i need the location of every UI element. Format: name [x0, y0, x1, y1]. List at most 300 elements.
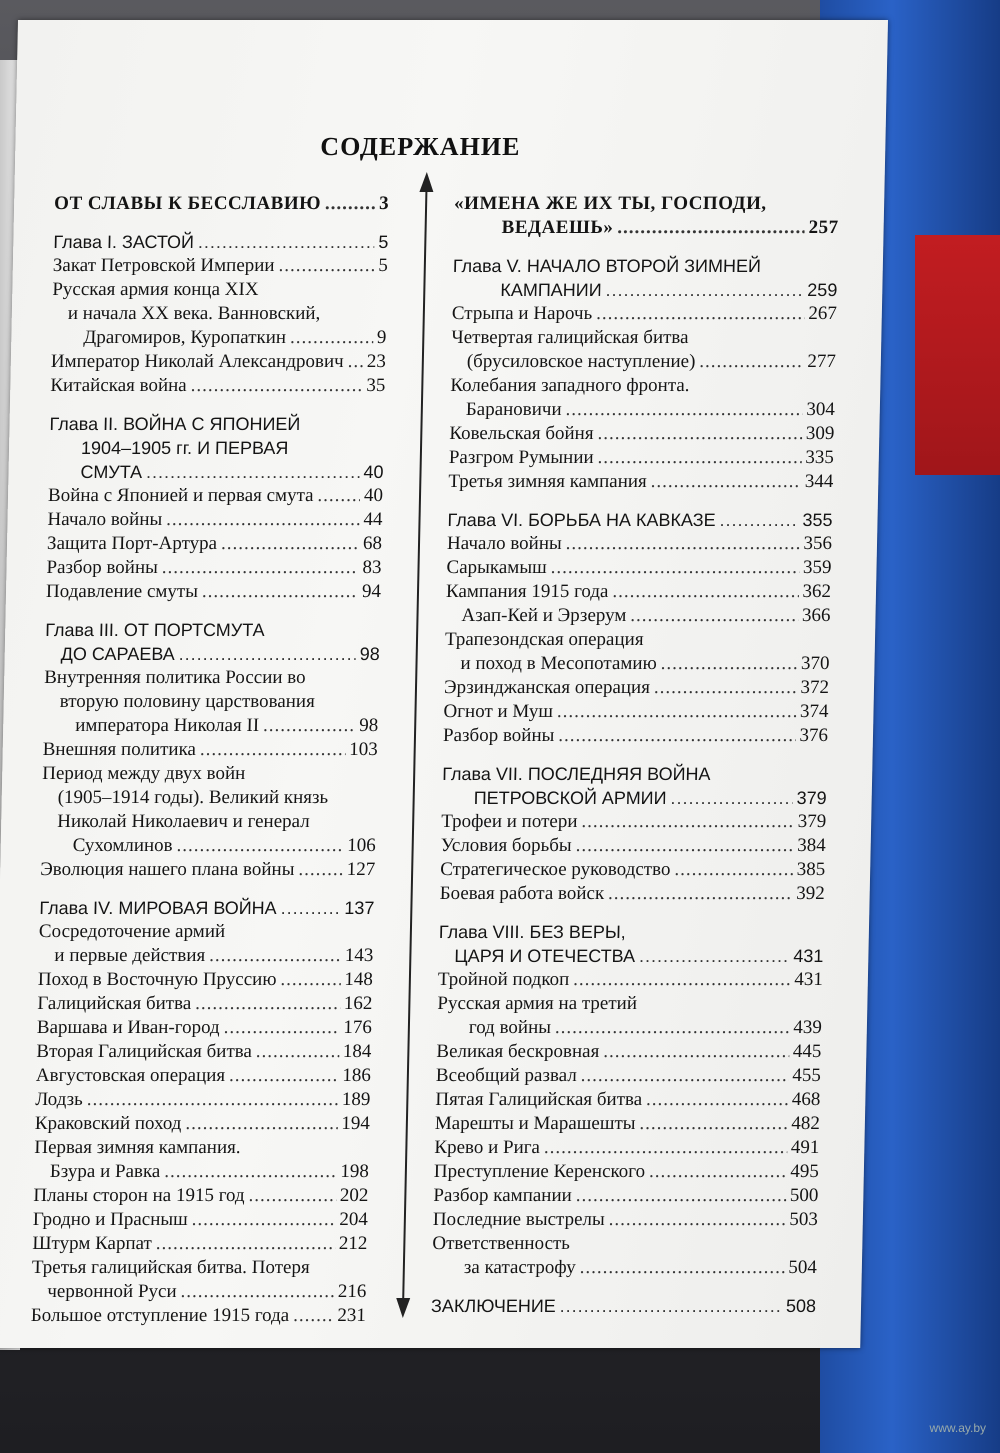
toc-page-number: 40	[363, 462, 384, 482]
toc-leader-dots	[256, 1040, 339, 1064]
toc-entry-title: Боевая работа войск	[439, 883, 605, 904]
toc-entry-title: Штурм Карпат	[32, 1233, 153, 1254]
toc-entry	[439, 882, 825, 906]
toc-entry-title: Император Николай Александрович	[50, 351, 344, 372]
toc-page-number: 309	[805, 423, 835, 444]
toc-leader-dots	[550, 556, 799, 580]
toc-section	[439, 762, 827, 906]
toc-entry-title: Разбор войны	[442, 725, 555, 746]
toc-leader-dots	[608, 882, 793, 906]
toc-leader-dots	[221, 532, 359, 556]
watermark: www.ay.by	[929, 1421, 986, 1435]
toc-section	[443, 508, 833, 748]
toc-entry-title: Третья галицийская битва. Потеря	[31, 1257, 310, 1278]
toc-leader-dots	[278, 254, 374, 278]
toc-section	[50, 230, 389, 398]
toc-entry	[31, 1304, 367, 1328]
toc-entry	[446, 580, 832, 604]
toc-entry-title: (брусиловское наступление)	[466, 351, 696, 372]
toc-leader-dots	[146, 460, 360, 484]
toc-entry	[34, 1136, 370, 1160]
toc-entry-title: Бзура и Равка	[49, 1161, 161, 1182]
toc-page-number: 431	[793, 946, 824, 966]
toc-page-number: 356	[803, 533, 833, 554]
toc-entry	[433, 1184, 819, 1208]
toc-entry-title: Николай Николаевич и генерал	[56, 811, 310, 832]
toc-leader-dots	[202, 580, 359, 604]
toc-leader-dots	[573, 968, 791, 992]
toc-entry	[443, 700, 829, 724]
toc-entry-title: ВЕДАЕШЬ»	[501, 217, 614, 238]
toc-entry-title: Глава II. ВОЙНА С ЯПОНИЕЙ	[49, 414, 301, 434]
divider-top-ornament	[419, 172, 433, 192]
toc-entry-title: Крево и Рига	[434, 1137, 541, 1158]
toc-entry	[38, 944, 374, 968]
toc-leader-dots	[280, 896, 340, 920]
toc-leader-dots	[229, 1064, 339, 1088]
toc-entry-title: за катастрофу	[463, 1257, 576, 1278]
toc-entry	[454, 192, 840, 216]
toc-entry	[437, 992, 823, 1016]
toc-page-number: 504	[788, 1257, 818, 1278]
toc-page-number: 376	[799, 725, 829, 746]
toc-entry-title: и первые действия	[54, 945, 206, 966]
toc-page-number: 259	[807, 280, 838, 300]
toc-page-number: 186	[342, 1065, 372, 1086]
toc-entry-title: Драгомиров, Куропаткин	[83, 327, 287, 348]
toc-page-number: 385	[796, 859, 826, 880]
toc-leader-dots	[557, 700, 797, 724]
toc-leader-dots	[719, 508, 798, 532]
toc-entry-title: Преступление Керенского	[433, 1161, 646, 1182]
toc-leader-dots	[579, 1256, 784, 1280]
toc-page-number: 370	[800, 653, 830, 674]
divider-bottom-ornament	[396, 1298, 410, 1318]
toc-leader-dots	[192, 1208, 336, 1232]
toc-entry-title: Вторая Галицийская битва	[36, 1041, 253, 1062]
toc-entry	[50, 374, 386, 398]
toc-entry	[441, 786, 827, 810]
toc-leader-dots	[280, 968, 340, 992]
toc-entry-title: Глава V. НАЧАЛО ВТОРОЙ ЗИМНЕЙ	[452, 256, 762, 276]
toc-entry-title: Глава I. ЗАСТОЙ	[53, 232, 195, 252]
toc-entry	[43, 690, 379, 714]
toc-entry	[47, 508, 383, 532]
toc-entry-title: ЦАРЯ И ОТЕЧЕСТВА	[454, 946, 636, 966]
toc-leader-dots	[597, 446, 801, 470]
toc-entry	[44, 642, 380, 666]
toc-leader-dots	[185, 1112, 337, 1136]
toc-entry-title: и поход в Месопотамию	[460, 653, 657, 674]
toc-entry	[453, 216, 839, 240]
toc-page-number: 83	[362, 557, 382, 578]
toc-leader-dots	[646, 1088, 788, 1112]
toc-entry-title: Глава VII. ПОСЛЕДНЯЯ ВОЙНА	[441, 764, 711, 784]
toc-entry	[447, 532, 833, 556]
toc-page-number: 5	[378, 232, 389, 252]
toc-page-number: 44	[363, 509, 383, 530]
toc-page-number: 344	[804, 471, 834, 492]
toc-entry	[45, 618, 381, 642]
toc-entry	[435, 1112, 821, 1136]
toc-page-number: 495	[790, 1161, 820, 1182]
toc-leader-dots	[565, 398, 802, 422]
toc-entry-title: Пятая Галицийская битва	[435, 1089, 643, 1110]
toc-entry-title: Всеобщий развал	[435, 1065, 578, 1086]
toc-entry-title: год войны	[468, 1017, 552, 1038]
toc-entry-title: Разгром Румынии	[448, 447, 594, 468]
column-divider	[402, 182, 427, 1302]
toc-leader-dots	[608, 1208, 785, 1232]
toc-entry	[445, 628, 831, 652]
cover-red-stripe	[915, 235, 1000, 475]
toc-entry	[49, 412, 385, 436]
toc-entry	[41, 786, 377, 810]
toc-page-number: 379	[797, 811, 827, 832]
toc-entry	[46, 556, 382, 580]
toc-page-number: 355	[802, 510, 833, 530]
toc-section	[432, 920, 825, 1280]
toc-entry	[449, 422, 835, 446]
toc-page-number: 3	[378, 193, 390, 214]
toc-entry-title: Разбор войны	[46, 557, 159, 578]
toc-page-number: 184	[342, 1041, 372, 1062]
toc-page-number: 98	[359, 644, 380, 664]
toc-leader-dots	[649, 1160, 787, 1184]
toc-entry-title: Первая зимняя кампания.	[34, 1137, 241, 1158]
toc-leader-dots	[87, 1088, 339, 1112]
toc-leader-dots	[555, 1016, 790, 1040]
toc-page-number: 491	[790, 1137, 820, 1158]
toc-entry-title: червонной Руси	[47, 1281, 177, 1302]
toc-entry-title: Глава VIII. БЕЗ ВЕРЫ,	[438, 922, 626, 942]
toc-entry	[432, 1256, 818, 1280]
toc-leader-dots	[178, 642, 355, 666]
toc-entry	[438, 968, 824, 992]
toc-leader-dots	[347, 350, 363, 374]
toc-entry-title: Планы сторон на 1915 год	[33, 1185, 245, 1206]
toc-page-number: 23	[366, 351, 387, 372]
toc-page-number: 508	[785, 1296, 817, 1316]
toc-entry	[444, 652, 830, 676]
toc-page-number: 198	[340, 1161, 370, 1182]
toc-leader-dots	[156, 1232, 336, 1256]
toc-page-number: 384	[796, 835, 826, 856]
toc-entry	[449, 446, 835, 470]
toc-leader-dots	[209, 944, 341, 968]
toc-page-number: 35	[366, 375, 386, 396]
toc-section	[448, 254, 838, 494]
toc-entry	[35, 1112, 371, 1136]
toc-entry	[40, 858, 376, 882]
toc-leader-dots	[180, 1280, 334, 1304]
toc-entry	[46, 580, 382, 604]
toc-entry	[452, 278, 838, 302]
toc-leader-dots	[660, 652, 797, 676]
toc-entry	[440, 834, 826, 858]
toc-entry	[40, 834, 376, 858]
toc-page-number: 257	[808, 217, 839, 238]
toc-page-number: 366	[801, 605, 831, 626]
toc-page-number: 143	[344, 945, 374, 966]
toc-entry	[44, 666, 380, 690]
toc-entry	[54, 192, 390, 216]
toc-entry-title: (1905–1914 годы). Великий князь	[57, 787, 329, 808]
toc-leader-dots	[248, 1184, 336, 1208]
toc-entry	[447, 508, 833, 532]
toc-entry	[51, 326, 387, 350]
toc-entry-title: Стрыпа и Нарочь	[451, 303, 593, 324]
toc-leader-dots	[190, 374, 362, 398]
toc-page-number: 482	[791, 1113, 821, 1134]
toc-entry-title: Условия борьбы	[440, 835, 572, 856]
toc-page-number: 106	[346, 835, 376, 856]
toc-entry-title: 1904–1905 гг. И ПЕРВАЯ	[80, 438, 289, 458]
toc-leader-dots	[544, 1136, 787, 1160]
toc-right-column	[431, 192, 840, 1332]
toc-page-number: 98	[359, 715, 379, 736]
toc-entry	[432, 1232, 818, 1256]
toc-page-number: 372	[800, 677, 830, 698]
toc-entry	[436, 1064, 822, 1088]
toc-entry-title: Августовская операция	[35, 1065, 226, 1086]
toc-entry-title: Сосредоточение армий	[38, 921, 226, 942]
toc-entry-title: Война с Японией и первая смута	[47, 485, 314, 506]
toc-entry	[433, 1208, 819, 1232]
toc-section	[46, 412, 385, 604]
toc-leader-dots	[674, 858, 793, 882]
toc-entry	[445, 604, 831, 628]
toc-page-number: 162	[343, 993, 373, 1014]
toc-page-number: 267	[808, 303, 838, 324]
toc-entry-title: ОТ СЛАВЫ К БЕССЛАВИЮ	[53, 193, 322, 214]
toc-entry-title: Русская армия конца XIX	[52, 279, 259, 300]
toc-leader-dots	[558, 724, 796, 748]
toc-entry-title: Ковельская бойня	[449, 423, 594, 444]
toc-entry	[450, 398, 836, 422]
toc-page-number: 68	[362, 533, 383, 554]
toc-leader-dots	[630, 604, 798, 628]
toc-page-number: 445	[792, 1041, 822, 1062]
toc-leader-dots	[575, 834, 793, 858]
toc-page-number: 304	[806, 399, 836, 420]
toc-entry-title: императора Николая II	[75, 715, 260, 736]
toc-leader-dots	[596, 302, 805, 326]
toc-entry	[48, 460, 384, 484]
toc-page-number: 500	[789, 1185, 819, 1206]
toc-entry	[431, 1294, 817, 1318]
toc-leader-dots	[317, 484, 360, 508]
toc-entry-title: Огнот и Муш	[443, 701, 554, 722]
toc-entry-title: Разбор кампании	[433, 1185, 573, 1206]
toc-entry-title: Защита Порт-Артура	[46, 533, 218, 554]
toc-entry	[32, 1256, 368, 1280]
toc-entry-title: Лодзь	[35, 1089, 84, 1110]
toc-entry	[41, 810, 377, 834]
toc-page-number: 9	[376, 327, 387, 348]
toc-entry	[437, 1016, 823, 1040]
toc-entry	[49, 436, 385, 460]
toc-entry-title: вторую половину царствования	[59, 691, 316, 712]
toc-entry-title: Глава III. ОТ ПОРТСМУТА	[45, 620, 265, 640]
toc-entry	[440, 858, 826, 882]
toc-entry-title: Эрзинджанская операция	[443, 677, 651, 698]
toc-entry-title: Барановичи	[465, 399, 562, 420]
toc-page-number: 5	[378, 255, 389, 276]
toc-entry-title: Четвертая галицийская битва	[451, 327, 689, 348]
toc-page-number: 127	[346, 859, 376, 880]
toc-leader-dots	[198, 230, 375, 254]
toc-entry-title: Китайская война	[50, 375, 187, 396]
toc-entry	[53, 254, 389, 278]
toc-leader-dots	[612, 580, 799, 604]
toc-leader-dots	[560, 1294, 783, 1318]
toc-entry	[51, 350, 387, 374]
toc-entry-title: Большое отступление 1915 года	[30, 1305, 290, 1326]
toc-leader-dots	[164, 1160, 337, 1184]
toc-entry	[36, 1040, 372, 1064]
toc-entry	[32, 1232, 368, 1256]
toc-entry-title: Подавление смуты	[45, 581, 199, 602]
toc-entry-title: «ИМЕНА ЖЕ ИХ ТЫ, ГОСПОДИ,	[453, 193, 767, 214]
toc-entry-title: Внутренняя политика России во	[44, 667, 306, 688]
toc-entry-title: Эволюция нашего плана войны	[39, 859, 295, 880]
toc-entry	[436, 1040, 822, 1064]
toc-leader-dots	[617, 216, 805, 240]
toc-entry-title: ДО САРАЕВА	[60, 644, 175, 664]
toc-page-number: 216	[337, 1281, 367, 1302]
toc-entry	[42, 738, 378, 762]
toc-page-number: 468	[791, 1089, 821, 1110]
toc-entry-title: Тройной подкоп	[437, 969, 570, 990]
toc-leader-dots	[566, 532, 800, 556]
toc-page-number: 503	[789, 1209, 819, 1230]
toc-page-number: 204	[339, 1209, 369, 1230]
toc-page-number: 374	[799, 701, 829, 722]
toc-page-number: 176	[343, 1017, 373, 1038]
toc-entry	[38, 968, 374, 992]
toc-entry-title: Трофеи и потери	[440, 811, 578, 832]
toc-page-number: 148	[344, 969, 374, 990]
toc-entry	[452, 302, 838, 326]
toc-entry	[451, 326, 837, 350]
toc-entry	[39, 920, 375, 944]
toc-entry	[36, 1064, 372, 1088]
toc-entry	[37, 992, 373, 1016]
toc-page-number: 379	[796, 788, 827, 808]
toc-page-number: 455	[792, 1065, 822, 1086]
toc-leader-dots	[581, 810, 794, 834]
toc-page-number: 431	[794, 969, 824, 990]
toc-entry-title: Русская армия на третий	[437, 993, 638, 1014]
toc-entry	[31, 1280, 367, 1304]
toc-section	[31, 896, 375, 1328]
toc-section	[54, 192, 390, 216]
toc-entry	[43, 714, 379, 738]
toc-entry	[434, 1136, 820, 1160]
toc-entry-title: Третья зимняя кампания	[448, 471, 648, 492]
toc-entry-title: Краковский поход	[34, 1113, 182, 1134]
toc-entry	[443, 724, 829, 748]
book-page	[0, 20, 888, 1348]
toc-entry-title: Колебания западного фронта.	[450, 375, 690, 396]
toc-entry-title: Сухомлинов	[72, 835, 173, 856]
toc-entry	[47, 532, 383, 556]
toc-entry	[446, 556, 832, 580]
toc-page-number: 335	[805, 447, 835, 468]
toc-entry	[33, 1184, 369, 1208]
toc-section	[453, 192, 839, 240]
toc-entry	[48, 484, 384, 508]
toc-entry	[438, 944, 824, 968]
toc-leader-dots	[581, 1064, 789, 1088]
toc-entry	[39, 896, 375, 920]
toc-page-number: 202	[339, 1185, 369, 1206]
toc-leader-dots	[325, 192, 376, 216]
toc-section	[431, 1294, 817, 1318]
toc-leader-dots	[263, 714, 356, 738]
toc-entry-title: Великая бескровная	[436, 1041, 600, 1062]
toc-page-number: 392	[795, 883, 825, 904]
toc-entry-title: Период между двух войн	[41, 763, 246, 784]
toc-page-number: 362	[802, 581, 832, 602]
toc-page-number: 212	[338, 1233, 368, 1254]
toc-entry-title: Трапезондская операция	[444, 629, 644, 650]
toc-entry-title: Глава VI. БОРЬБА НА КАВКАЗЕ	[447, 510, 716, 530]
toc-leader-dots	[603, 1040, 789, 1064]
toc-leader-dots	[195, 992, 340, 1016]
toc-section	[40, 618, 381, 882]
toc-entry-title: Ответственность	[432, 1233, 571, 1254]
toc-entry	[439, 920, 825, 944]
toc-entry	[52, 302, 388, 326]
toc-entry	[435, 1088, 821, 1112]
toc-leader-dots	[651, 470, 802, 494]
toc-leader-dots	[597, 422, 802, 446]
toc-page-number: 194	[341, 1113, 371, 1134]
toc-entry	[42, 762, 378, 786]
toc-entry-title: Последние выстрелы	[432, 1209, 605, 1230]
toc-entry	[451, 350, 837, 374]
page-title: СОДЕРЖАНИЕ	[320, 132, 521, 161]
toc-entry	[35, 1088, 371, 1112]
toc-leader-dots	[298, 858, 343, 882]
toc-entry	[52, 278, 388, 302]
toc-page-number: 231	[337, 1305, 367, 1326]
toc-entry	[53, 230, 389, 254]
toc-entry	[441, 810, 827, 834]
toc-entry	[34, 1160, 370, 1184]
toc-entry-title: Стратегическое руководство	[439, 859, 671, 880]
toc-entry-title: КАМПАНИИ	[500, 280, 602, 300]
toc-page-number: 103	[348, 739, 378, 760]
toc-entry	[33, 1208, 369, 1232]
toc-leader-dots	[699, 350, 803, 374]
toc-page-number: 40	[363, 485, 384, 506]
toc-leader-dots	[162, 556, 359, 580]
toc-entry-title: Закат Петровской Империи	[52, 255, 275, 276]
toc-entry-title: Сарыкамыш	[446, 557, 547, 578]
toc-leader-dots	[290, 326, 373, 350]
toc-leader-dots	[654, 676, 797, 700]
toc-leader-dots	[166, 508, 360, 532]
toc-entry-title: Внешняя политика	[42, 739, 197, 760]
toc-page-number: 94	[361, 581, 382, 602]
toc-page-number: 439	[793, 1017, 823, 1038]
toc-entry-title: СМУТА	[80, 462, 143, 482]
toc-leader-dots	[576, 1184, 787, 1208]
toc-entry	[434, 1160, 820, 1184]
